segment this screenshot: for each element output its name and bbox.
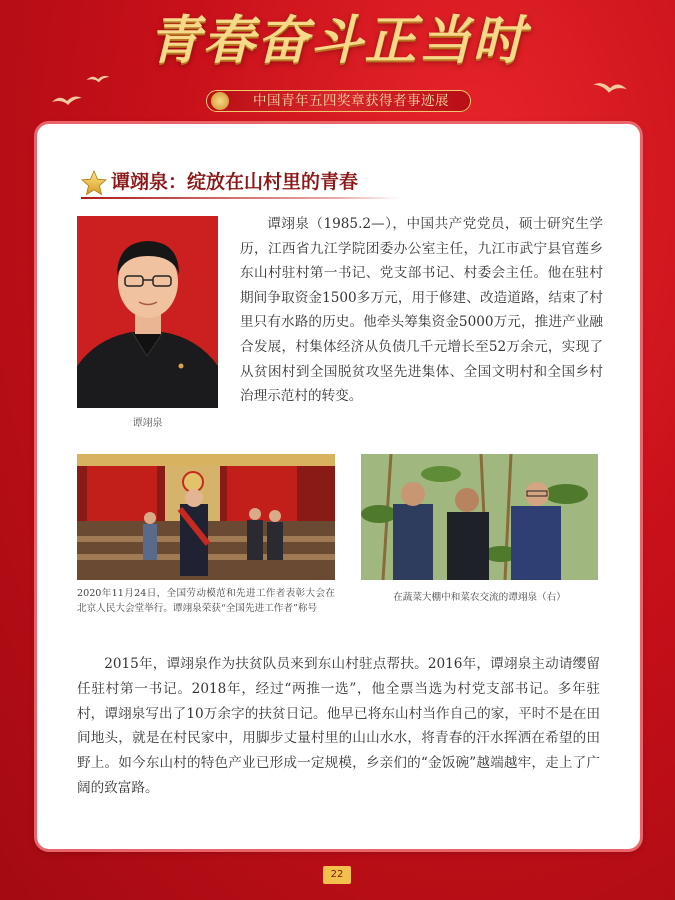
bio-paragraph: 谭翊泉（1985.2—），中国共产党党员，硕士研究生学历，江西省九江学院团委办公室主任，九江市武宁县官莲乡东山村驻村第一书记、党支部书记、村委会主任。他在驻村期间争取资金1500多万元，用于修建、改造道路，结束了村里只有水路的历史。他牵头筹集资金5000万元，推进产业融合发展，村集体经济从负债几千元增长至52万余元，实现了从贫困村到全国脱贫攻坚先进集体、全国文明村和全国乡村治理示范村的转变。 xyxy=(240,216,603,405)
greenhouse-illustration xyxy=(361,454,598,580)
page-number: 22 xyxy=(323,866,351,884)
greenhouse-photo-caption: 在蔬菜大棚中和菜农交流的谭翊泉（右） xyxy=(393,592,566,603)
award-photo-caption: 2020年11月24日，全国劳动模范和先进工作者表彰大会在北京人民大会堂举行。谭翊泉荣获“全国先进工作者”称号 xyxy=(77,588,335,614)
flying-bird-icon xyxy=(590,78,630,96)
award-ceremony-photo xyxy=(77,454,335,580)
story-paragraph: 2015年，谭翊泉作为扶贫队员来到东山村驻点帮扶。2016年，谭翊泉主动请缨留任驻村第一书记。2018年，经过“两推一选”，他全票当选为村党支部书记。多年驻村，谭翊泉写出了10万余字的扶贫日记。他早已将东山村当作自己的家，平时不是在田间地头，就是在村民家中，用脚步丈量村里的山山水水，将青春的汗水挥洒在希望的田野上。如今东山村的特色产业已形成一定规模，乡亲们的“金饭碗”越端越牢，走上了广阔的致富路。 xyxy=(77,656,600,796)
title-divider xyxy=(81,197,401,199)
section-title: 谭翊泉：绽放在山村里的青春 xyxy=(111,171,359,193)
subtitle-text: 中国青年五四奖章获得者事迹展 xyxy=(253,93,449,109)
greenhouse-photo xyxy=(361,454,598,580)
portrait-photo xyxy=(77,216,218,408)
subtitle-banner xyxy=(206,90,471,112)
content-card xyxy=(37,124,640,849)
star-icon xyxy=(81,170,107,196)
flying-bird-icon xyxy=(85,72,111,85)
flying-bird-icon xyxy=(50,92,84,108)
portrait-caption: 谭翊泉 xyxy=(132,418,163,429)
youth-league-emblem-icon xyxy=(211,92,229,110)
portrait-illustration xyxy=(77,216,218,408)
page-banner-title: 青春奋斗正当时 xyxy=(148,10,527,71)
award-ceremony-illustration xyxy=(77,454,335,580)
